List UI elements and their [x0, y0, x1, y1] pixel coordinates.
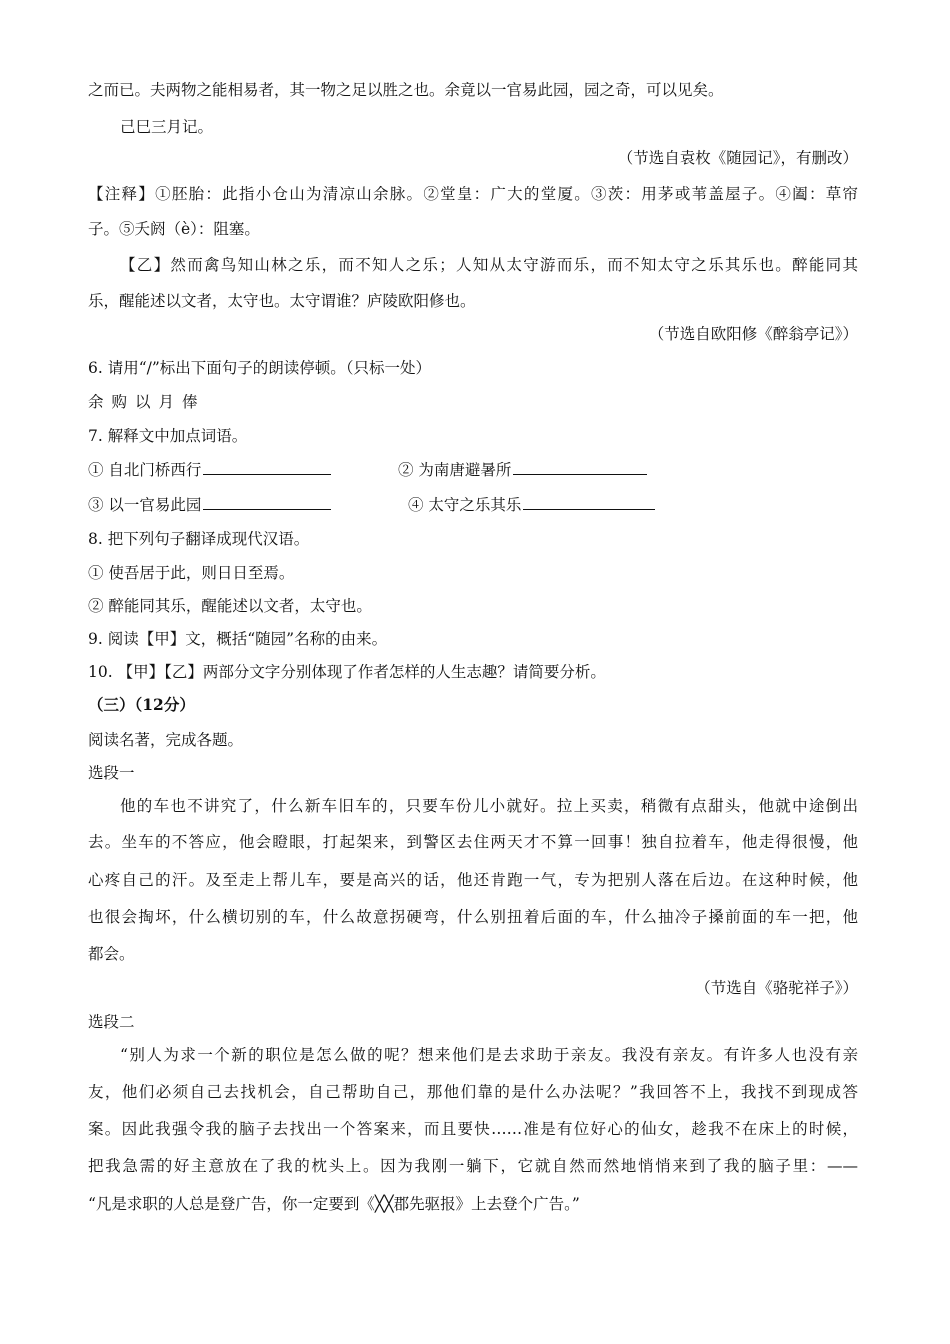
question-8: 8. 把下列句子翻译成现代汉语。	[88, 530, 310, 548]
question-7: 7. 解释文中加点词语。	[88, 427, 248, 445]
answer-blank[interactable]	[523, 493, 655, 510]
excerpt-2-line: 案。因此我强令我的脑子去找出一个答案来，而且要快……准是有位好心的仙女，趁我不在床上的时候，	[88, 1120, 858, 1138]
question-9: 9. 阅读【甲】文，概括“随园”名称的由来。	[88, 630, 388, 648]
classical-dateline: 己巳三月记。	[120, 118, 214, 136]
excerpt-1-line: 心疼自己的汗。及至走上帮儿车，要是高兴的话，他还肯跑一气，专为把别人落在后边。在这种时候，他	[88, 871, 858, 889]
source-citation-2: （节选自欧阳修《醉翁亭记》）	[648, 325, 858, 343]
notes-line-1: 【注释】①胚胎：此指小仓山为清凉山余脉。②堂皇：广大的堂厦。③茨：用茅或苇盖屋子。④阖：草帘	[88, 185, 858, 203]
question-7-item-label: ② 为南唐避暑所	[398, 461, 512, 479]
question-7-item	[398, 458, 647, 481]
source-citation-1: （节选自袁枚《随园记》，有删改）	[617, 149, 858, 167]
section-heading: （三）（12分）	[88, 695, 195, 714]
question-8-item: ① 使吾居于此，则日日至焉。	[88, 564, 295, 582]
excerpt-1-label: 选段一	[88, 764, 135, 782]
yi-text-line-1: 【乙】然而禽鸟知山林之乐，而不知人之乐；人知从太守游而乐，而不知太守之乐其乐也。醉能同其	[120, 256, 858, 274]
yi-text-line-2: 乐，醒能述以文者，太守也。太守谓谁？庐陵欧阳修也。	[88, 292, 476, 310]
excerpt-2-line: 友，他们必须自己去找机会，自己帮助自己，那他们靠的是什么办法呢？”我回答不上，我找不到现成答	[88, 1083, 858, 1101]
question-6-sentence: 余购以月俸	[88, 393, 206, 411]
question-7-item	[408, 493, 655, 516]
excerpt-2-line: “别人为求一个新的职位是怎么做的呢？想来他们是去求助于亲友。我没有亲友。有许多人也没有亲	[120, 1046, 858, 1064]
classical-text-line: 之而已。夫两物之能相易者，其一物之足以胜之也。余竟以一官易此园，园之奇，可以见矣。	[88, 81, 724, 99]
section-instruction: 阅读名著，完成各题。	[88, 731, 244, 749]
answer-blank[interactable]	[513, 458, 647, 475]
answer-blank[interactable]	[203, 493, 331, 510]
excerpt-1-line: 也很会掏坏，什么横切别的车，什么故意拐硬弯，什么别扭着后面的车，什么抽冷子搡前面的车一把，他	[88, 908, 858, 926]
notes-line-2: 子。⑤夭阏（è）：阻塞。	[88, 220, 260, 238]
question-10: 10. 【甲】【乙】两部分文字分别体现了作者怎样的人生志趣？请简要分析。	[88, 663, 606, 681]
excerpt-2-label: 选段二	[88, 1013, 135, 1031]
question-7-item-label: ③ 以一官易此园	[88, 496, 202, 514]
question-7-item	[88, 458, 331, 481]
excerpt-2-line: “凡是求职的人总是登广告，你一定要到《╳╳郡先驱报》上去登个广告。”	[88, 1195, 580, 1213]
excerpt-2-line: 把我急需的好主意放在了我的枕头上。因为我刚一躺下，它就自然而然地悄悄来到了我的脑子里：——	[88, 1157, 858, 1175]
excerpt-1-line: 他的车也不讲究了，什么新车旧车的，只要车份儿小就好。拉上买卖，稍微有点甜头，他就中途倒出	[120, 797, 858, 815]
question-7-item-label: ① 自北门桥西行	[88, 461, 202, 479]
question-7-item	[88, 493, 331, 516]
question-6: 6. 请用“/”标出下面句子的朗读停顿。（只标一处）	[88, 359, 432, 377]
question-8-item: ② 醉能同其乐，醒能述以文者，太守也。	[88, 597, 372, 615]
excerpt-1-source: （节选自《骆驼祥子》）	[695, 979, 858, 997]
question-7-item-label: ④ 太守之乐其乐	[408, 496, 522, 514]
answer-blank[interactable]	[203, 458, 331, 475]
excerpt-1-line: 都会。	[88, 945, 135, 963]
excerpt-1-line: 去。坐车的不答应，他会瞪眼，打起架来，到警区去住两天才不算一回事！独自拉着车，他走得很慢，他	[88, 833, 858, 851]
